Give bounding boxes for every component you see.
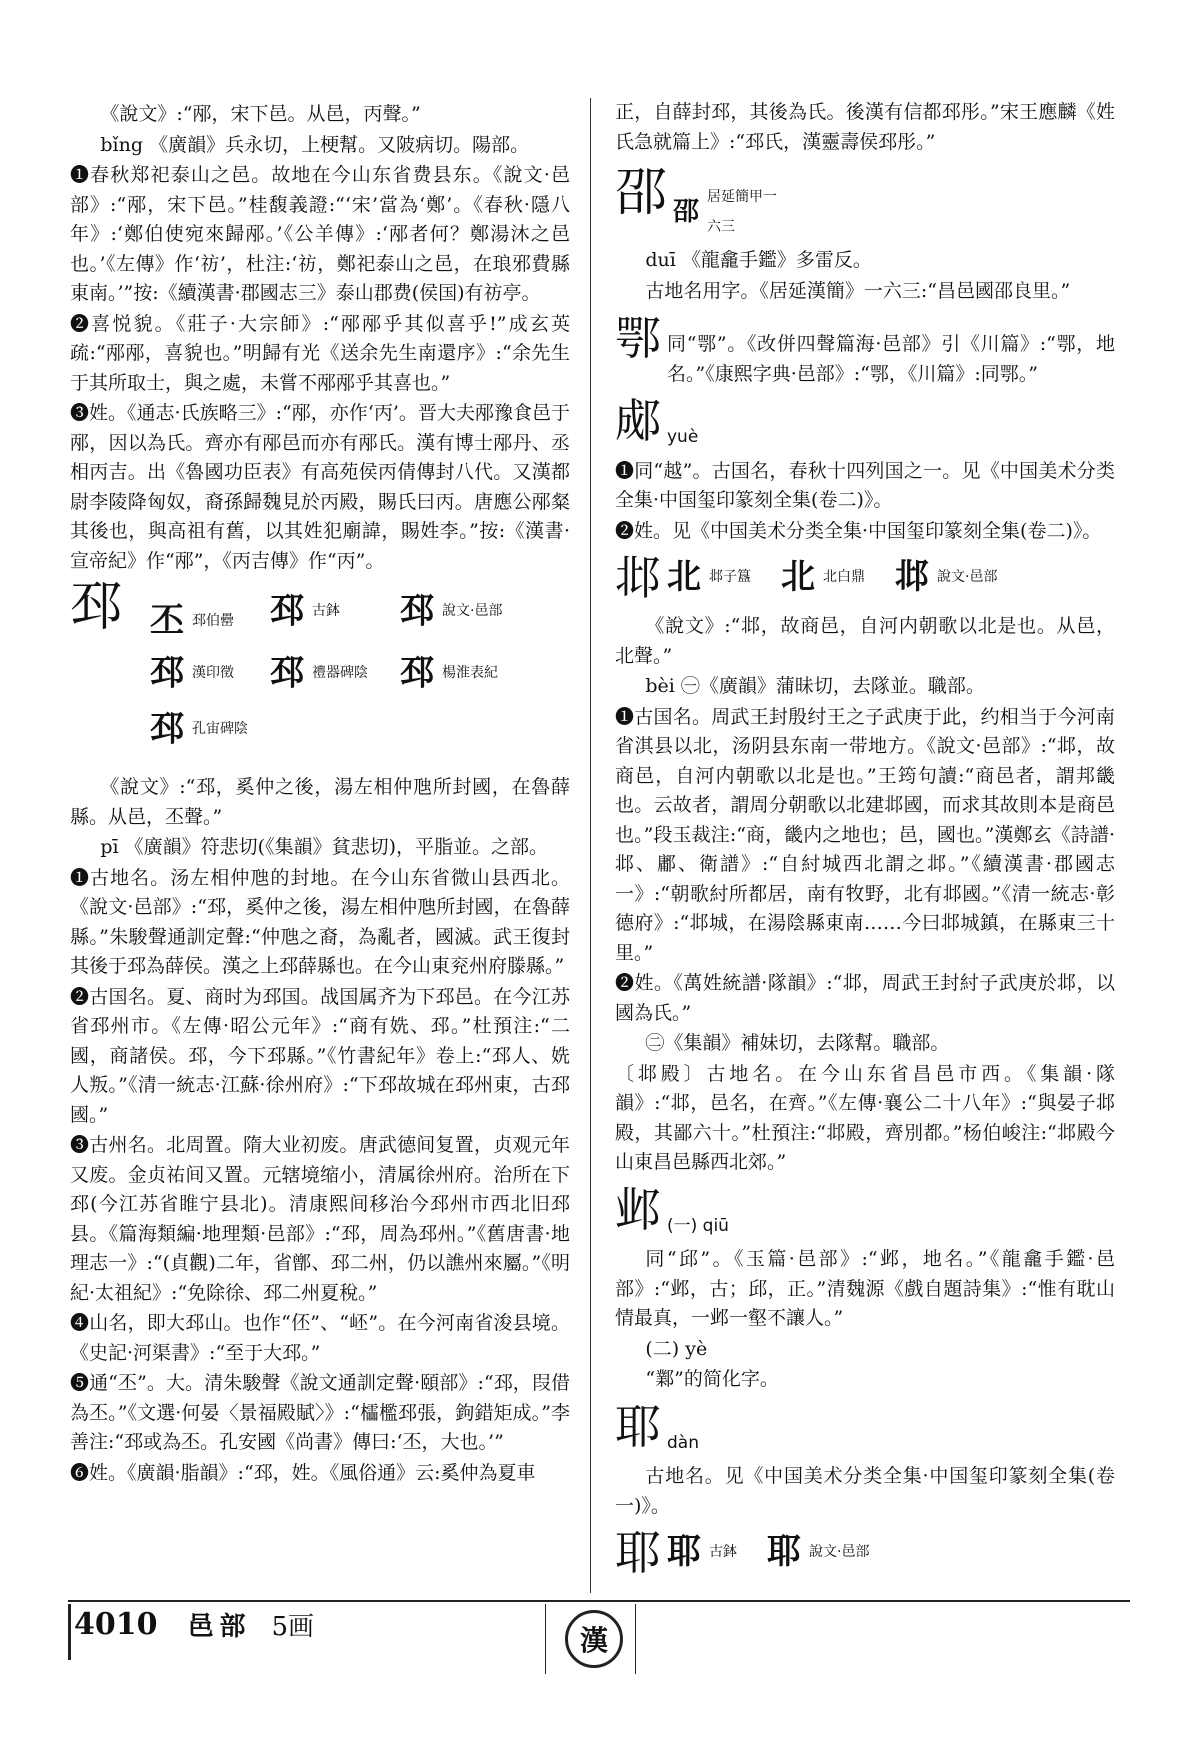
entry-paragraph: ❶古地名。汤左相仲虺的封地。在今山东省微山县西北。《說文·邑部》:“邳，奚仲之後，湯左相仲虺所封國，在魯薛縣。”朱駿聲通訓定聲:“仲虺之裔，為亂者，國滅。武王復封其後于邳為薛侯。漢之上邳薛縣也。在今山東兖州府滕縣。” [70, 866, 570, 977]
entry-paragraph: ❷姓。《萬姓統譜·隊韻》:“邶，周武王封紂子武庚於邶，以國為氏。” [615, 972, 1115, 1024]
glyph-variant [270, 653, 368, 693]
glyph-variants-pi [70, 577, 570, 767]
entry-paragraph: ❺通“丕”。大。清朱駿聲《說文通訓定聲·頤部》:“邳，叚借為丕。”《文選·何晏〈景福殿賦〉》:“櫺檻邳張，鉤錯矩成。”李善注:“邳或為丕。孔安國《尚書》傳曰:‘丕，大也。’” [70, 1372, 570, 1453]
entry-header-qiu [615, 1184, 1115, 1242]
glyph-variant [270, 591, 340, 631]
glyph-char: 耶 [767, 1532, 801, 1573]
entry-paragraph: bèi ㊀《廣韻》蒲昧切，去隊並。職部。 [645, 675, 985, 697]
entry-paragraph: 《說文》:“邳，奚仲之後，湯左相仲虺所封國，在魯薛縣。从邑，丕聲。” [70, 776, 570, 828]
entry-paragraph: ❸姓。《通志·氏族略三》:“邴，亦作‘丙’。晋大夫邴豫食邑于邴，因以為氏。齊亦有邴邑而亦有邴氏。漢有博士邴丹、丞相丙吉。出《魯國功臣表》有高苑侯丙倩傳封八代。又漢都尉李陵降匈奴，裔孫歸魏見於丙殿，賜氏曰丙。唐應公邴粲其後也，與高祖有舊，以其姓犯廟諱，賜姓李。”按:《漢書·宣帝紀》作“邴”，《丙吉傳》作“丙”。 [70, 402, 570, 572]
entry-header-dan [615, 1401, 1115, 1459]
glyph-char: 邳 [150, 709, 184, 749]
entry-paragraph: ㊁《集韻》補妹切，去隊幫。職部。 [645, 1032, 950, 1054]
glyph-caption: 邳伯罍 [192, 613, 234, 629]
glyph-variant [667, 557, 751, 598]
glyph-char: 邳 [150, 653, 184, 693]
entry-paragraph: ❸古州名。北周置。隋大业初废。唐武德间复置，贞观元年又废。金贞祐间又置。元辖境缩小，清属徐州府。治所在下邳(今江苏省睢宁县北)。清康熙间移治今邳州市西北旧邳县。《篇海類編·地理類·邑部》:“邳，周為邳州。”《舊唐書·地理志一》:“(貞觀)二年，省鄫、邳二州，仍以譙州來屬。”《明紀·太祖紀》:“免除徐、邳二州夏稅。” [70, 1134, 570, 1304]
glyph-caption: 漢印徵 [192, 665, 234, 681]
glyph-caption: 說文·邑部 [937, 569, 998, 586]
page-number: 4010 [74, 1607, 158, 1642]
glyph-caption: 禮器碑陰 [312, 665, 368, 681]
glyph-caption: 古鉢 [709, 1544, 737, 1561]
entry-header-yue [615, 395, 1115, 453]
glyph-caption: 邶子簋 [709, 569, 751, 586]
entry-paragraph: 〔邶殿〕古地名。在今山东省昌邑市西。《集韻·隊韻》:“邶，邑名，在齊。”《左傳·襄公二十八年》:“與晏子邶殿，其鄙六十。”杜預注:“邶殿，齊別都。”杨伯峻注:“邶殿今山東昌邑縣西北郊。” [615, 1062, 1115, 1173]
glyph-caption: 說文·邑部 [809, 1544, 870, 1561]
pinyin: yuè [667, 427, 699, 447]
headword: 邵 [615, 163, 668, 223]
entry-paragraph: 同“鄂”。《改併四聲篇海·邑部》引《川篇》:“鄂，地名。”《康熙字典·邑部》:“鄂，《川篇》:同鄂。” [667, 333, 1115, 385]
left-column [70, 100, 570, 1489]
headword: 郕 [615, 394, 661, 448]
entry-paragraph: ❹山名，即大邳山。也作“伾”、“岯”。在今河南省浚县境。《史記·河渠書》:“至于大邳。” [70, 1312, 570, 1364]
glyph-variant [150, 601, 234, 641]
column-divider [590, 98, 591, 1593]
glyph-char: 邳 [270, 591, 304, 631]
glyph-variant [895, 557, 998, 598]
entry-paragraph: 古地名用字。《居延漢簡》一六三:“昌邑國邵良里。” [645, 279, 1071, 302]
headword: 鄂 [615, 311, 661, 365]
glyph-variant [673, 183, 777, 242]
glyph-char: 邵 [673, 196, 700, 227]
entry-paragraph: 《說文》:“邶，故商邑，自河内朝歌以北是也。从邑，北聲。” [615, 615, 1115, 667]
glyph-caption: 孔宙碑陰 [192, 721, 248, 737]
glyph-char: 邳 [400, 591, 434, 631]
entry-paragraph: pī 《廣韻》符悲切(《集韻》貧悲切)，平脂並。之部。 [100, 836, 548, 858]
glyph-variants-bei [615, 552, 1115, 604]
glyph-char: 邳 [400, 653, 434, 693]
glyph-char: 耶 [667, 1532, 701, 1573]
entry-paragraph: ❷姓。见《中国美术分类全集·中国玺印篆刻全集(卷二)》。 [615, 519, 1102, 542]
glyph-caption: 古鉢 [312, 603, 340, 619]
entry-paragraph: 古地名。见《中国美术分类全集·中国玺印篆刻全集(卷一)》。 [615, 1465, 1115, 1517]
glyph-variant [667, 1532, 737, 1573]
pinyin: (二) yè [645, 1337, 708, 1360]
seal-frame-left [545, 1604, 546, 1674]
page-footer [68, 1606, 314, 1643]
entry-paragraph: ❻姓。《廣韻·脂韻》:“邳，姓。《風俗通》云:奚仲為夏車 [70, 1461, 536, 1484]
pinyin: (一) qiū [667, 1215, 729, 1236]
glyph-variant [767, 1532, 870, 1573]
entry-paragraph: ❷古国名。夏、商时为邳国。战国属齐为下邳邑。在今江苏省邳州市。《左傳·昭公元年》:“商有姺、邳。”杜預注:“二國，商諸侯。邳，今下邳縣。”《竹書紀年》卷上:“邳人、姺人叛。”《清一統志·江蘇·徐州府》:“下邳故城在邳州東，古邳國。” [70, 985, 570, 1126]
entry-header-e [615, 312, 1115, 389]
glyph-char: 邳 [270, 653, 304, 693]
glyph-variant [400, 591, 503, 631]
right-column [615, 98, 1115, 1587]
stroke-count: 5画 [271, 1612, 315, 1642]
glyph-variant [150, 709, 248, 749]
glyph-variant [781, 557, 865, 598]
entry-paragraph: bǐng 《廣韻》兵永切，上梗幫。又陂病切。陽部。 [100, 133, 530, 156]
glyph-variant [400, 653, 498, 693]
glyph-char: 邶 [895, 557, 929, 598]
seal-icon: 漢 [565, 1610, 623, 1668]
glyph-caption: 楊淮表紀 [442, 665, 498, 681]
entry-header-dui [615, 163, 1115, 242]
entry-paragraph: ❷喜悦貌。《莊子·大宗師》:“邴邴乎其似喜乎!”成玄英疏:“邴邴，喜貌也。”明歸有光《送余先生南還序》:“余先生于其所取士，與之處，未嘗不邴邴乎其喜也。” [70, 312, 570, 394]
glyph-char: 北 [667, 557, 701, 598]
glyph-variant [150, 653, 234, 693]
glyph-caption: 北白鼎 [823, 569, 865, 586]
glyph-char: 北 [781, 557, 815, 598]
section-title: 邑部 [187, 1612, 252, 1642]
headword: 邶 [615, 551, 661, 605]
entry-paragraph: 正，自薛封邳，其後為氏。後漢有信都邳彤。”宋王應麟《姓氏急就篇上》:“邳氏，漢靈壽侯邳彤。” [615, 101, 1115, 153]
footer-divider [68, 1600, 1130, 1602]
entry-paragraph: duī 《龍龕手鑑》多雷反。 [645, 249, 872, 271]
entry-paragraph: ❶古国名。周武王封殷纣王之子武庚于此，约相当于今河南省淇县以北，汤阴县东南一带地方。《說文·邑部》:“邶，故商邑，自河内朝歌以北是也。”王筠句讀:“商邑者，謂邦畿也。云故者，謂周分朝歌以北建邶國，而求其故則本是商邑也。”段玉裁注:“商，畿内之地也；邑，國也。”漢鄭玄《詩譜·邶、鄘、衛譜》:“自紂城西北謂之邶。”《續漢書·郡國志一》:“朝歌紂所都居，南有牧野，北有邶國。”《清一統志·彰德府》:“邶城，在湯陰縣東南……今曰邶城鎮，在縣東三十里。” [615, 705, 1115, 964]
entry-paragraph: ❶同“越”。古国名，春秋十四列国之一。见《中国美术分类全集·中国玺印篆刻全集(卷二)》。 [615, 459, 1115, 511]
entry-paragraph: 同“邱”。《玉篇·邑部》:“邺，地名。”《龍龕手鑑·邑部》:“邺，古；邱，正。”清魏源《戲自題詩集》:“惟有耽山情最真，一邺一壑不讓人。” [615, 1248, 1115, 1329]
pinyin: dàn [667, 1432, 699, 1453]
headword: 耶 [615, 1399, 661, 1454]
glyph-variants-last [615, 1527, 1115, 1579]
headword: 耶 [615, 1526, 661, 1580]
entry-paragraph: ❶春秋郑祀泰山之邑。故地在今山东省费县东。《說文·邑部》:“邴，宋下邑。”桂馥義證:“‘宋’當為‘鄭’。《春秋·隱八年》:‘鄭伯使宛來歸邴。’《公羊傳》:‘邴者何？鄭湯沐之邑也。’《左傳》作‘祊’，杜注:‘祊，鄭祀泰山之邑，在琅邪費縣東南。’”按:《續漢書·郡國志三》泰山郡费(侯国)有祊亭。 [70, 164, 570, 304]
glyph-caption: 居延簡甲一六三 [707, 189, 778, 235]
glyph-caption: 說文·邑部 [442, 603, 503, 619]
seal-frame-right [635, 1604, 636, 1674]
glyph-char: 丕 [150, 601, 184, 641]
headword: 邺 [615, 1182, 661, 1237]
entry-paragraph: 《說文》:“邴，宋下邑。从邑，丙聲。” [100, 103, 421, 125]
entry-paragraph: “鄴”的简化字。 [645, 1368, 779, 1390]
headword: 邳 [70, 577, 123, 637]
